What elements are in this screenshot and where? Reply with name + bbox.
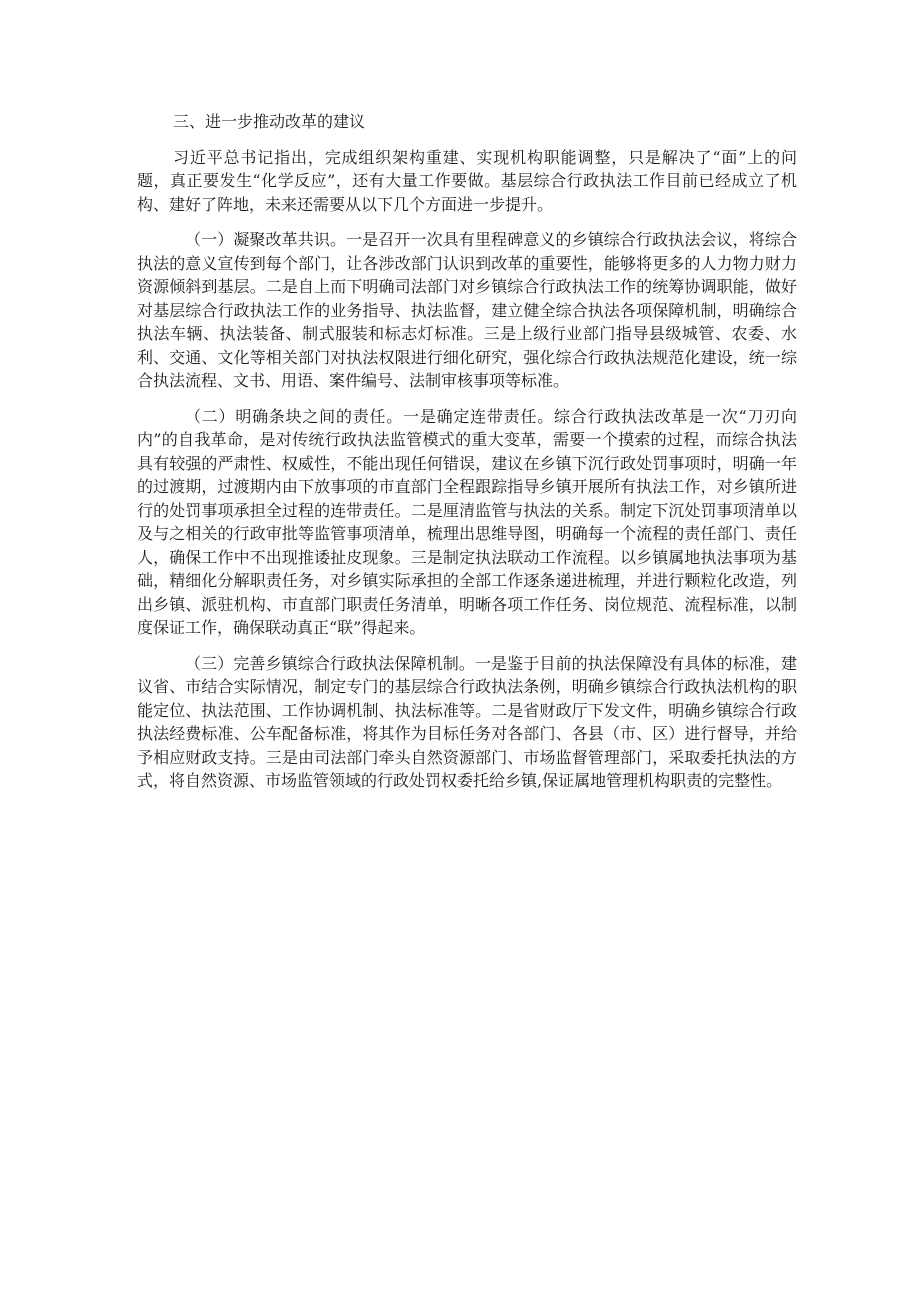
intro-paragraph: 习近平总书记指出，完成组织架构重建、实现机构职能调整，只是解决了“面”上的问题，真正要发生“化学反应”，还有大量工作要做。基层综合行政执法工作目前已经成立了机构、建好了阵地，未来还需要从以下几个方面进一步提升。: [137, 147, 797, 214]
section-heading: 三、进一步推动改革的建议: [173, 112, 366, 131]
document-body: [137, 110, 797, 805]
paragraph-responsibility: （二）明确条块之间的责任。一是确定连带责任。综合行政执法改革是一次“刀刃向内”的自我革命，是对传统行政执法监管模式的重大变革，需要一个摸索的过程，而综合执法具有较强的严肃性、权威性，不能出现任何错误，建议在乡镇下沉行政处罚事项时，明确一年的过渡期，过渡期内由下放事项的市直部门全程跟踪指导乡镇开展所有执法工作，对乡镇所进行的处罚事项承担全过程的连带责任。二是厘清监管与执法的关系。制定下沉处罚事项清单以及与之相关的行政审批等监管事项清单，梳理出思维导图，明确每一个流程的责任部门、责任人，确保工作中不出现推诿扯皮现象。三是制定执法联动工作流程。以乡镇属地执法事项为基础，精细化分解职责任务，对乡镇实际承担的全部工作逐条递进梳理，并进行颗粒化改造，列出乡镇、派驻机构、市直部门职责任务清单，明晰各项工作任务、岗位规范、流程标准，以制度保证工作，确保联动真正“联”得起来。: [137, 406, 797, 637]
paragraph-guarantee: （三）完善乡镇综合行政执法保障机制。一是鉴于目前的执法保障没有具体的标准，建议省、市结合实际情况，制定专门的基层综合行政执法条例，明确乡镇综合行政执法机构的职能定位、执法范围、工作协调机制、执法标准等。二是省财政厅下发文件，明确乡镇综合行政执法经费标准、公车配备标准，将其作为目标任务对各部门、各县（市、区）进行督导，并给予相应财政支持。三是由司法部门牵头自然资源部门、市场监督管理部门，采取委托执法的方式，将自然资源、市场监管领域的行政处罚权委托给乡镇,保证属地管理机构职责的完整性。: [137, 653, 797, 790]
paragraph-consensus: （一）凝聚改革共识。一是召开一次具有里程碑意义的乡镇综合行政执法会议，将综合执法的意义宣传到每个部门，让各涉改部门认识到改革的重要性，能够将更多的人力物力财力资源倾斜到基层。二是自上而下明确司法部门对乡镇综合行政执法工作的统筹协调职能，做好对基层综合行政执法工作的业务指导、执法监督，建立健全综合执法各项保障机制，明确综合执法车辆、执法装备、制式服装和标志灯标准。三是上级行业部门指导县级城管、农委、水利、交通、文化等相关部门对执法权限进行细化研究，强化综合行政执法规范化建设，统一综合执法流程、文书、用语、案件编号、法制审核事项等标准。: [137, 230, 797, 390]
